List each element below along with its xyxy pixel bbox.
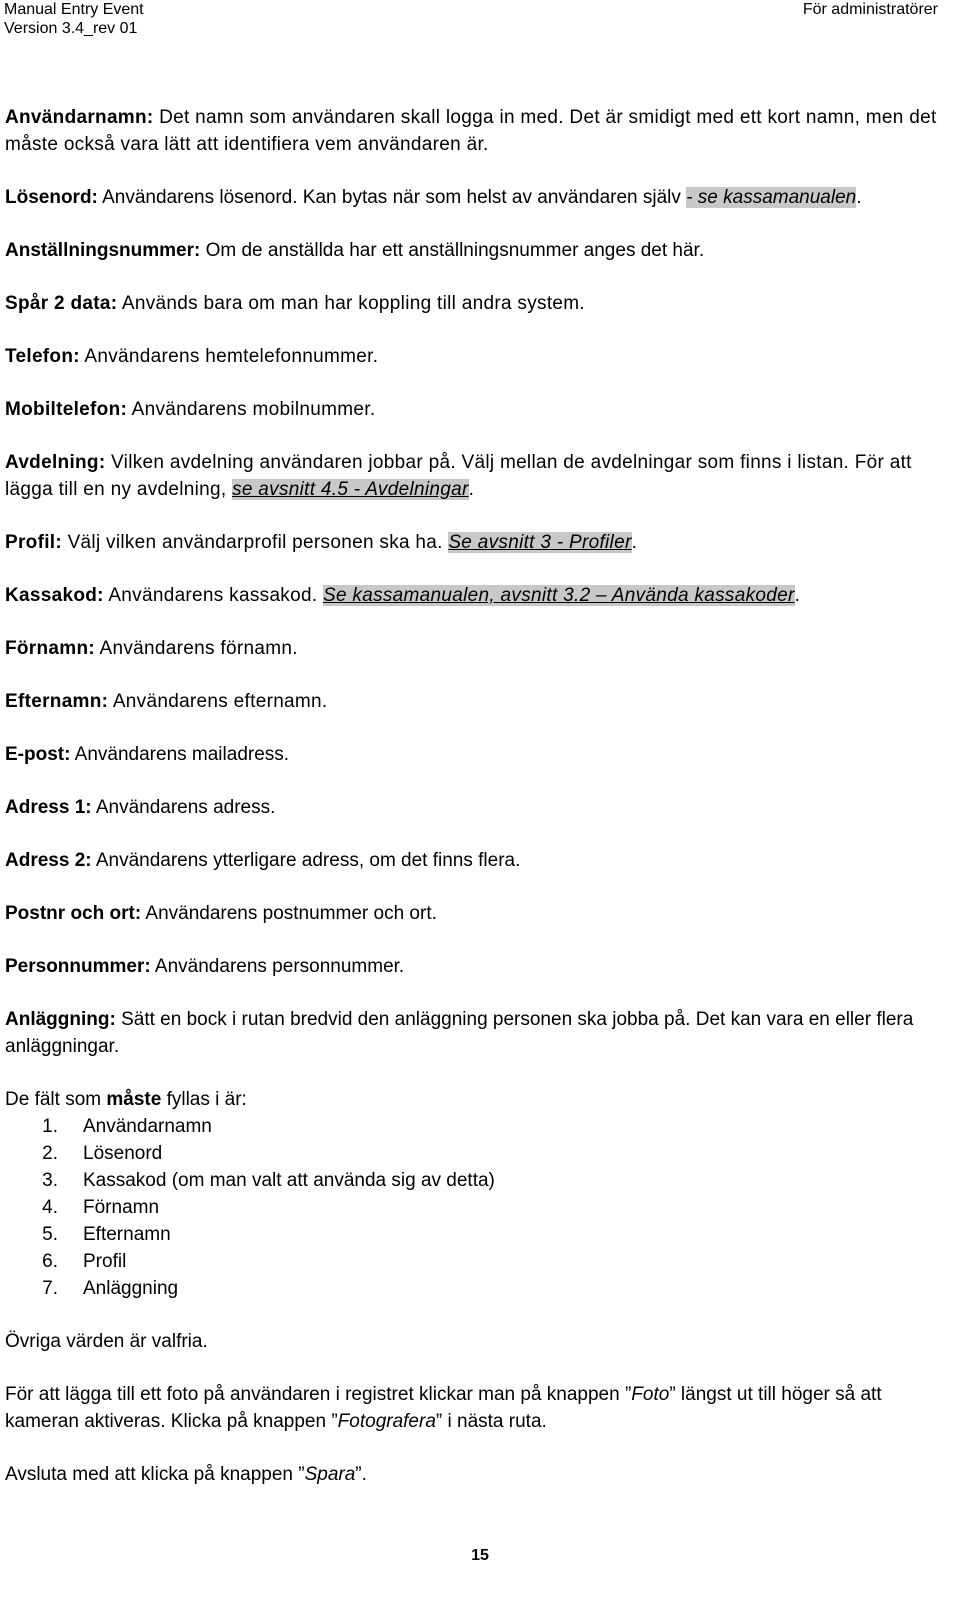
list-text: Användarnamn xyxy=(83,1116,212,1137)
list-item xyxy=(5,1248,945,1275)
required-fields-list xyxy=(5,1113,945,1302)
list-text: Efternamn xyxy=(83,1224,171,1245)
finish-instructions xyxy=(5,1461,945,1488)
list-item xyxy=(5,1167,945,1194)
punct: . xyxy=(794,585,801,606)
list-number: 3. xyxy=(42,1170,58,1191)
button-ref-foto: Foto xyxy=(631,1384,670,1405)
list-number: 5. xyxy=(42,1224,58,1245)
field-desc: Användarens adress. xyxy=(91,797,276,818)
list-text: Förnamn xyxy=(83,1197,160,1218)
field-phone xyxy=(5,343,945,370)
list-number: 2. xyxy=(42,1143,58,1164)
field-facility xyxy=(5,1006,945,1060)
photo-instructions xyxy=(5,1381,945,1435)
doc-version: Version 3.4_rev 01 xyxy=(4,20,138,37)
field-label: Adress 2: xyxy=(5,850,92,871)
field-postal xyxy=(5,900,945,927)
punct: . xyxy=(631,532,638,553)
field-label: Förnamn: xyxy=(5,638,96,659)
field-desc: Användarens efternamn. xyxy=(108,691,328,712)
intro-emphasis: måste xyxy=(106,1089,162,1110)
field-desc: Användarens kassakod. xyxy=(103,585,323,606)
field-email xyxy=(5,741,945,768)
field-desc: Användarens ytterligare adress, om det finns flera. xyxy=(91,850,521,871)
field-desc: Användarens hemtelefonnummer. xyxy=(79,346,379,367)
instr-text: ”. xyxy=(355,1464,367,1485)
field-desc: Används bara om man har koppling till andra system. xyxy=(117,293,585,314)
list-item xyxy=(5,1194,945,1221)
field-label: E-post: xyxy=(5,744,71,765)
field-desc: Användarens förnamn. xyxy=(95,638,298,659)
field-last-name xyxy=(5,688,945,715)
list-number: 6. xyxy=(42,1251,58,1272)
field-desc: Användarens personnummer. xyxy=(150,956,405,977)
doc-audience: För administratörer xyxy=(802,1,938,18)
field-label: Lösenord: xyxy=(5,187,98,208)
intro-text: fyllas i är: xyxy=(161,1089,247,1110)
field-first-name xyxy=(5,635,945,662)
field-ssn xyxy=(5,953,945,980)
page-number: 15 xyxy=(471,1547,489,1564)
instr-text: Avsluta med att klicka på knappen ” xyxy=(5,1464,305,1485)
list-text: Lösenord xyxy=(83,1143,163,1164)
field-label: Efternamn: xyxy=(5,691,109,712)
list-text: Profil xyxy=(83,1251,127,1272)
required-intro xyxy=(5,1086,945,1113)
field-username xyxy=(5,104,945,158)
field-desc: Vilken avdelning användaren jobbar på. Välj mellan de avdelningar som finns i listan. För att lägga till en ny avdelning, xyxy=(5,452,912,500)
field-label: Personnummer: xyxy=(5,956,151,977)
list-number: 4. xyxy=(42,1197,58,1218)
field-mobile xyxy=(5,396,945,423)
list-item xyxy=(5,1113,945,1140)
instr-text: ” i nästa ruta. xyxy=(435,1411,547,1432)
field-cashier-code xyxy=(5,582,945,609)
field-address-1 xyxy=(5,794,945,821)
field-label: Mobiltelefon: xyxy=(5,399,128,420)
button-ref-fotografera: Fotografera xyxy=(337,1411,436,1432)
field-desc: Användarens mailadress. xyxy=(70,744,290,765)
field-label: Användarnamn: xyxy=(5,107,154,128)
field-password xyxy=(5,184,945,211)
punct: . xyxy=(856,187,862,208)
list-text: Anläggning xyxy=(83,1278,179,1299)
field-desc: Sätt en bock i rutan bredvid den anläggning personen ska jobba på. Det kan vara en eller flera anläggningar. xyxy=(5,1009,914,1057)
field-track2 xyxy=(5,290,945,317)
punct: . xyxy=(468,479,475,500)
field-label: Spår 2 data: xyxy=(5,293,118,314)
field-desc: Välj vilken användarprofil personen ska ha. xyxy=(62,532,449,553)
header-left xyxy=(4,0,144,38)
list-number: 7. xyxy=(42,1278,58,1299)
instr-text: För att lägga till ett foto på användaren i registret klickar man på knappen ” xyxy=(5,1384,632,1405)
list-text: Kassakod (om man valt att använda sig av detta) xyxy=(83,1170,495,1191)
intro-text: De fält som xyxy=(5,1089,107,1110)
cross-reference-link[interactable]: Se avsnitt 3 - Profiler xyxy=(448,532,632,553)
field-desc: Det namn som användaren skall logga in med. Det är smidigt med ett kort namn, men det måste också vara lätt att identifiera vem användaren är. xyxy=(5,107,937,155)
optional-note: Övriga värden är valfria. xyxy=(5,1331,208,1352)
field-label: Kassakod: xyxy=(5,585,104,606)
field-label: Anläggning: xyxy=(5,1009,116,1030)
field-desc: Användarens mobilnummer. xyxy=(127,399,376,420)
field-label: Telefon: xyxy=(5,346,80,367)
field-profile xyxy=(5,529,945,556)
instr-text: ” längst ut till höger så att kameran aktiveras. Klicka på knappen ” xyxy=(5,1384,882,1432)
cross-reference-link[interactable]: se avsnitt 4.5 - Avdelningar xyxy=(232,479,469,500)
field-label: Profil: xyxy=(5,532,62,553)
cross-reference-link[interactable]: Se kassamanualen, avsnitt 3.2 – Använda kassakoder xyxy=(323,585,795,606)
field-desc: Användarens postnummer och ort. xyxy=(141,903,437,924)
list-number: 1. xyxy=(42,1116,58,1137)
list-item xyxy=(5,1140,945,1167)
page-header xyxy=(0,0,960,44)
field-desc: Användarens lösenord. Kan bytas när som helst av användaren själv xyxy=(97,187,687,208)
list-item xyxy=(5,1275,945,1302)
field-label: Avdelning: xyxy=(5,452,106,473)
doc-title: Manual Entry Event xyxy=(4,1,144,18)
field-label: Anställningsnummer: xyxy=(5,240,201,261)
field-label: Postnr och ort: xyxy=(5,903,142,924)
field-label: Adress 1: xyxy=(5,797,92,818)
field-employee-number xyxy=(5,237,945,264)
button-ref-spara: Spara xyxy=(304,1464,356,1485)
document-body xyxy=(5,104,945,1514)
field-address-2 xyxy=(5,847,945,874)
field-department xyxy=(5,449,945,503)
list-item xyxy=(5,1221,945,1248)
cross-reference-link[interactable]: - se kassamanualen xyxy=(686,187,857,208)
field-desc: Om de anställda har ett anställningsnummer anges det här. xyxy=(200,240,705,261)
